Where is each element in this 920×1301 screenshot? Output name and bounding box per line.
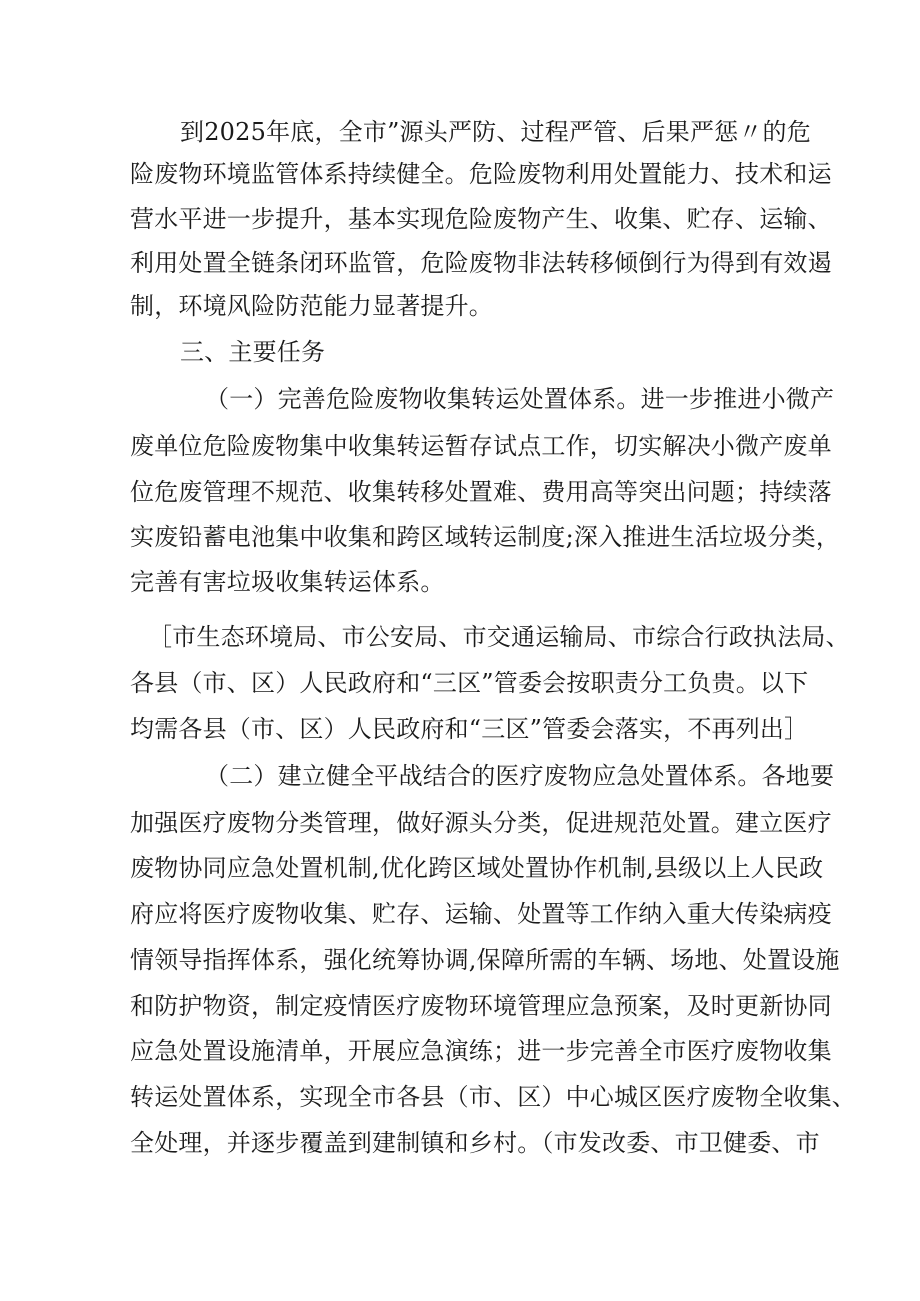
section-heading-main-tasks: 三、主要任务 <box>180 338 326 366</box>
responsible-line-1: ［市生态环境局、市公安局、市交通运输局、市综合行政执法局、 <box>148 623 850 651</box>
goal-line-5: 制，环境风险防范能力显著提升。 <box>130 292 493 320</box>
task-1-line-4: 实废铅蓄电池集中收集和跨区域转运制度;深入推进生活垃圾分类， <box>130 523 841 551</box>
task-1-line-3: 位危废管理不规范、收集转移处置难、费用高等突出问题；持续落 <box>130 478 832 506</box>
task-2-line-9: 全处理，并逐步覆盖到建制镇和乡村。（市发改委、市卫健委、市 <box>130 1129 820 1157</box>
task-2-line-5: 情领导指挥体系，强化统筹协调,保障所需的车辆、场地、处置设施 <box>130 946 840 974</box>
task-2-line-4: 府应将医疗废物收集、贮存、运输、处置等工作纳入重大传染病疫 <box>130 900 832 928</box>
responsible-line-2: 各县（市、区）人民政府和“三区”管委会按职责分工负贵。以下 <box>130 669 809 697</box>
task-1-line-2: 废单位危险废物集中收集转运暂存试点工作，切实解决小微产废单 <box>130 432 832 460</box>
task-2-line-1: （二）建立健全平战结合的医疗废物应急处置体系。各地要 <box>205 762 835 790</box>
goal-line-2: 险废物环境监管体系持续健全。危险废物利用处置能力、技术和运 <box>130 160 832 188</box>
goal-line-4: 利用处置全链条闭环监管，危险废物非法转移倾倒行为得到有效遏 <box>130 249 832 277</box>
responsible-line-3: 均需各县（市、区）人民政府和“三区”管委会落实，不再列出］ <box>130 715 809 743</box>
task-2-line-7: 应急处置设施清单，开展应急演练；进一步完善全市医疗废物收集 <box>130 1037 832 1065</box>
task-1-line-5: 完善有害垃圾收集转运体系。 <box>130 568 445 596</box>
task-2-line-3: 废物协同应急处置机制,优化跨区域处置协作机制,县级以上人民政 <box>130 854 824 882</box>
task-2-line-2: 加强医疗废物分类管理，做好源头分类，促进规范处置。建立医疗 <box>130 809 832 837</box>
task-1-line-1: （一）完善危险废物收集转运处置体系。进一步推进小微产 <box>205 385 835 413</box>
goal-line-1: 到2025年底，全市”源头严防、过程严管、后果严惩〃的危 <box>180 118 811 146</box>
goal-line-3: 营水平进一步提升，基本实现危险废物产生、收集、贮存、运输、 <box>130 205 832 233</box>
task-2-line-8: 转运处置体系，实现全市各县（市、区）中心城区医疗废物全收集、 <box>130 1083 856 1111</box>
task-2-line-6: 和防护物资，制定疫情医疗废物环境管理应急预案，及时更新协同 <box>130 992 832 1020</box>
